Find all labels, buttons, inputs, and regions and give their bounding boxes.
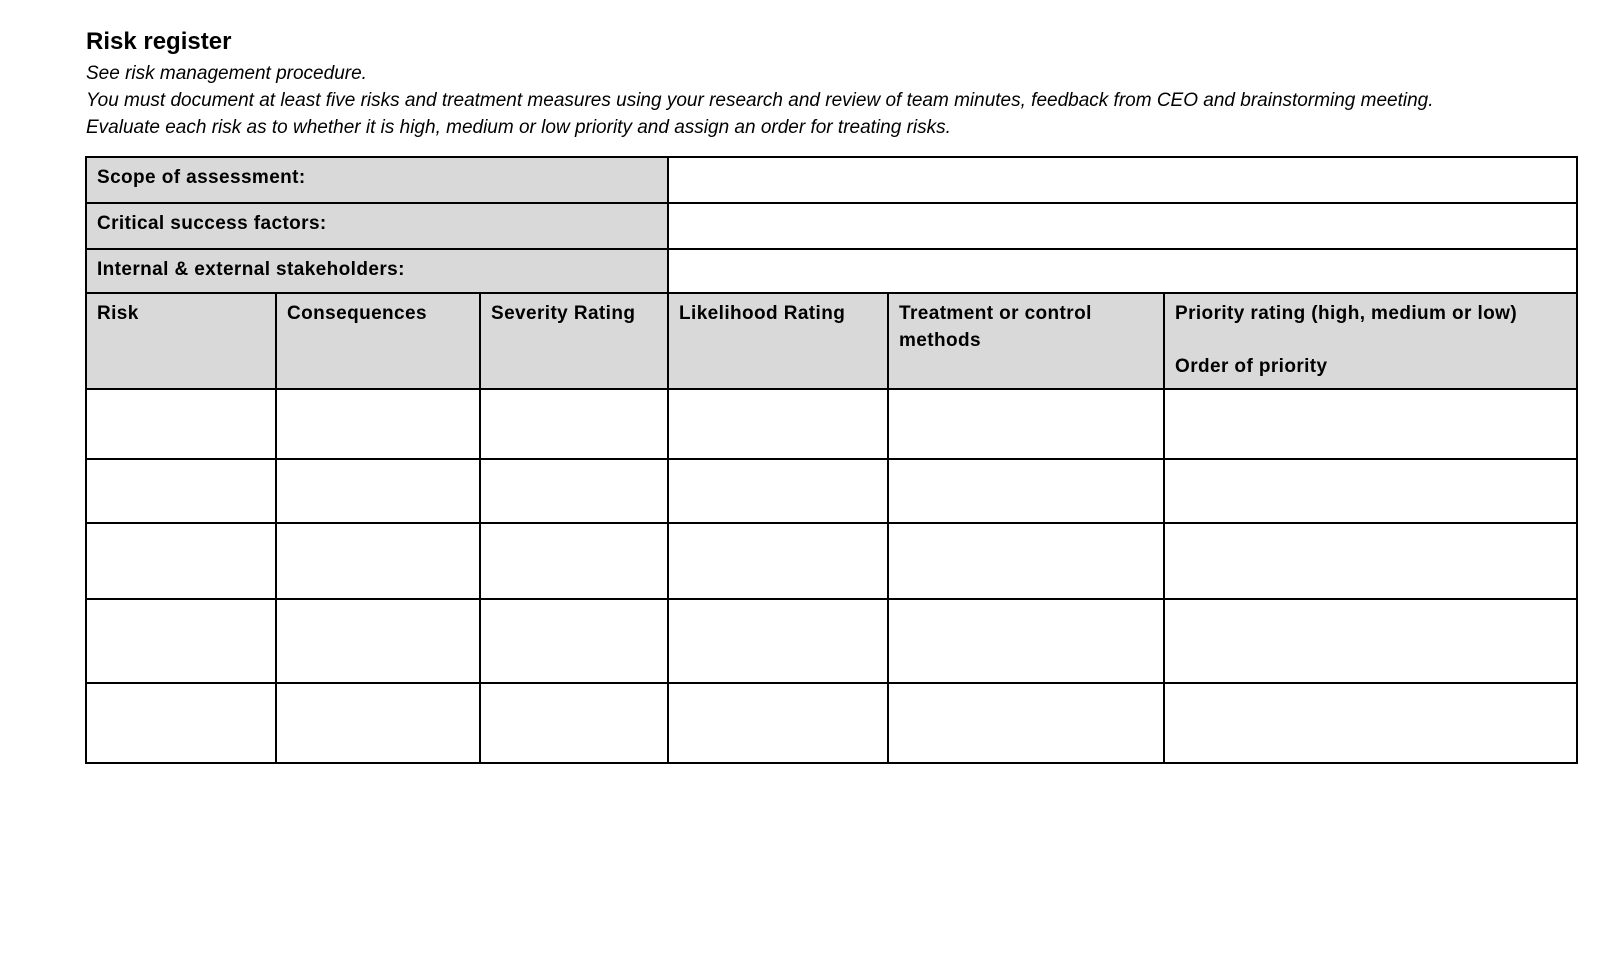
severity-cell[interactable] <box>480 389 668 459</box>
priority-cell[interactable] <box>1164 683 1577 763</box>
consequences-cell[interactable] <box>276 389 480 459</box>
treatment-cell[interactable] <box>888 389 1164 459</box>
risk-cell[interactable] <box>86 599 276 683</box>
severity-cell[interactable] <box>480 459 668 523</box>
instruction-line: You must document at least five risks and treatment measures using your research and review of team minutes, feedback from CEO and brainstorming meeting. <box>86 90 1434 111</box>
risk-column-header: Risk <box>86 293 276 389</box>
treatment-cell[interactable] <box>888 523 1164 599</box>
priority-cell[interactable] <box>1164 459 1577 523</box>
critical-success-factors-field[interactable] <box>668 203 1577 249</box>
stakeholders-field[interactable] <box>668 249 1577 293</box>
consequences-cell[interactable] <box>276 599 480 683</box>
table-row <box>86 459 1577 523</box>
instruction-line: Evaluate each risk as to whether it is high, medium or low priority and assign an order for treating risks. <box>86 117 951 138</box>
risk-cell[interactable] <box>86 683 276 763</box>
consequences-cell[interactable] <box>276 459 480 523</box>
likelihood-cell[interactable] <box>668 459 888 523</box>
likelihood-cell[interactable] <box>668 599 888 683</box>
consequences-column-header: Consequences <box>276 293 480 389</box>
likelihood-cell[interactable] <box>668 683 888 763</box>
treatment-cell[interactable] <box>888 459 1164 523</box>
scope-field[interactable] <box>668 157 1577 203</box>
treatment-cell[interactable] <box>888 599 1164 683</box>
summary-row <box>86 157 1577 203</box>
column-header-row <box>86 293 1577 389</box>
scope-label: Scope of assessment: <box>86 157 668 203</box>
stakeholders-label: Internal & external stakeholders: <box>86 249 668 293</box>
priority-cell[interactable] <box>1164 389 1577 459</box>
table-row <box>86 389 1577 459</box>
table-row <box>86 683 1577 763</box>
instruction-line: See risk management procedure. <box>86 63 367 84</box>
priority-cell[interactable] <box>1164 523 1577 599</box>
page-title: Risk register <box>86 28 232 55</box>
severity-cell[interactable] <box>480 523 668 599</box>
instructions <box>86 60 1576 141</box>
severity-column-header: Severity Rating <box>480 293 668 389</box>
risk-cell[interactable] <box>86 389 276 459</box>
document-header <box>86 26 1576 141</box>
consequences-cell[interactable] <box>276 523 480 599</box>
likelihood-column-header: Likelihood Rating <box>668 293 888 389</box>
summary-row <box>86 249 1577 293</box>
treatment-column-header: Treatment or control methods <box>888 293 1164 389</box>
table-row <box>86 523 1577 599</box>
risk-register-table <box>85 156 1578 764</box>
risk-cell[interactable] <box>86 523 276 599</box>
treatment-cell[interactable] <box>888 683 1164 763</box>
order-of-priority-header: Order of priority <box>1175 356 1328 377</box>
critical-success-factors-label: Critical success factors: <box>86 203 668 249</box>
likelihood-cell[interactable] <box>668 523 888 599</box>
table-row <box>86 599 1577 683</box>
severity-cell[interactable] <box>480 599 668 683</box>
priority-cell[interactable] <box>1164 599 1577 683</box>
consequences-cell[interactable] <box>276 683 480 763</box>
severity-cell[interactable] <box>480 683 668 763</box>
likelihood-cell[interactable] <box>668 389 888 459</box>
risk-cell[interactable] <box>86 459 276 523</box>
priority-column-header <box>1164 293 1577 389</box>
priority-rating-header: Priority rating (high, medium or low) <box>1175 303 1518 324</box>
summary-row <box>86 203 1577 249</box>
